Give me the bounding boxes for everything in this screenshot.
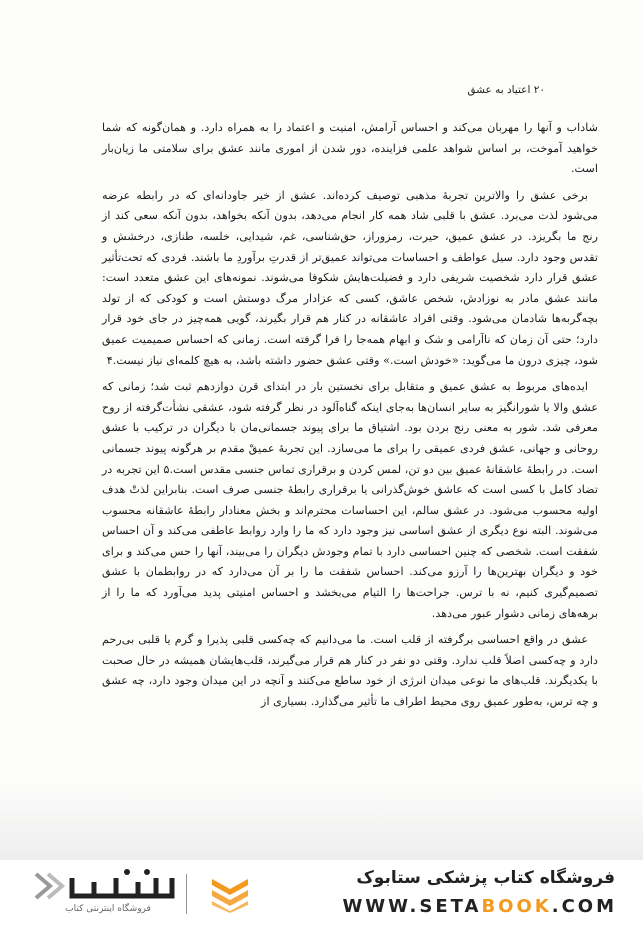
stacked-chevrons-icon (210, 873, 250, 913)
paragraph-4: عشق در واقع احساسی برگرفته از قلب است. ما می‌دانیم که چه‌کسی قلبی پذیرا و گرم یا قلبی بی‌رحم دارد و چه‌کسی اصلاً قلب ندارد. وقتی دو نفر در کنار هم قرار می‌گیرند، قلب‌هایشان همیشه در حال صحبت با یکدیگرند. قلب‌های ما نوعی میدان انرژی از خود ساطع می‌کنند و آنچه در این میدان وجود دارد، چه عشق و چه ترس، به‌طور عمیق روی محیط اطراف ما تأثیر می‌گذارد. بسیاری از (102, 633, 598, 709)
url-suffix: .COM (551, 896, 617, 917)
page-fade (0, 780, 643, 860)
logo-divider (186, 874, 187, 914)
paragraph-1: شاداب و آنها را مهربان می‌کند و احساس آرامش، امنیت و اعتماد را به همراه دارد. و همان‌گونه که شما خواهید آموخت، بر اساس شواهد علمی فزاینده، دور شدن از اموری مانند عشق برای سلامتی ما زیان‌بار است. (102, 121, 598, 176)
store-url[interactable] (342, 896, 617, 917)
logo-wordmark (32, 866, 182, 906)
store-name: فروشگاه کتاب پزشکی ستابوک (356, 868, 615, 888)
logo-tagline: فروشگاه اینترنتی کتاب (65, 904, 151, 914)
paragraph-3: ایده‌های مربوط به عشق عمیق و متقابل برای نخستین بار در ابتدای قرن دوازدهم ثبت شد؛ زمانی که عشق والا یا شورانگیز به سایر انسان‌ها به‌جای اینکه گناه‌آلود در نظر گرفته شود، عشقی نشأت‌گرفته از روح معرفی شد. شور به معنی رنج بردن بود. اشتیاق ما برای پیوند جسمانی‌مان با دیگران در ترکیب با عشق روحانی و جهانی، عشق فردی عمیقی را برای ما می‌سازد. این تجربهٔ عمیقْ مقدم بر هرگونه پیوند جسمانی است. در رابطهٔ عاشقانهٔ عمیق بین دو تن، لمس کردن و برقراری تماس جنسی مقدس است.۵ این تجربه در تضاد کامل با کسی است که عاشق خوش‌گذرانی یا برقراری رابطهٔ جنسی صرف است. بنابراین لذتْ هدف اولیه محسوب می‌شود. در عشق سالم، این احساسات محترم‌اند و بخش معنادار رابطهٔ عاشقانه محسوب می‌شوند. البته نوع دیگری از عشق اساسی نیز وجود دارد که ما را وارد روابط عاطفی می‌کند و آن احساس شفقت است. شخصی که چنین احساسی دارد با تمام وجودش دیگران را می‌بیند، آنها را حس می‌کند و برای خود و دیگران بهترین‌ها را آرزو می‌کند. احساس شفقت ما را بر آن می‌دارد که در روابطمان با عشق تصمیم‌گیری کنیم، نه با ترس. جراحت‌ها را التیام می‌بخشد و احساس امنیتی پدید می‌آورد که ما را از برهه‌های زمانی دشوار عبور می‌دهد. (102, 380, 598, 620)
paragraph-2: برخی عشق را والاترین تجربهٔ مذهبی توصیف کرده‌اند. عشق از خیر جاودانه‌ای که در رابطه عرضه می‌شود لذت می‌برد. عشق با قلبی شاد همه کار انجام می‌دهد، بدون آنکه بخواهد، بدون آنکه سعی کند از رنج ما بگریزد. در عشق عمیق، حیرت، رمزوراز، حق‌شناسی، غم، شیدایی، خلسه، طنازی، درخشش و تقدس وجود دارد. سیل عواطف و احساسات می‌تواند عمیق‌تر از قدرتِ برآوردِ ما باشند. فردی که تحت‌تأثیر عشق قرار دارد شخصیت شریفی دارد و فضیلت‌هایش شکوفا می‌شوند. نمونه‌های این عشق متعدد است: مانند عشق مادر به نوزادش، شخص عاشق، کسی که عزادار مرگ دوستش است و کودکی که از تولد بچه‌گربه‌ها شادمان می‌شود. وقتی افراد عاشقانه در کنار هم قرار بگیرند، گویی همه‌چیز در جای خود قرار دارد؛ حتی آن زمان که ناآرامی و شک و ابهام همه‌جا را فرا گرفته است. زمانی که احساس صمیمیت عمیق شود، چیزی درون ما می‌گوید: «خودش است.» وقتی عشق حضور داشته باشد، به هیچ کلمه‌ای نیاز نیست.۴ (102, 188, 598, 367)
url-middle: BOOK (481, 896, 552, 917)
running-head: ۲۰ اعتیاد به عشق (467, 84, 545, 96)
watermark-footer (0, 860, 643, 926)
url-prefix: WWW.SETA (342, 896, 482, 917)
body-text (102, 118, 598, 719)
